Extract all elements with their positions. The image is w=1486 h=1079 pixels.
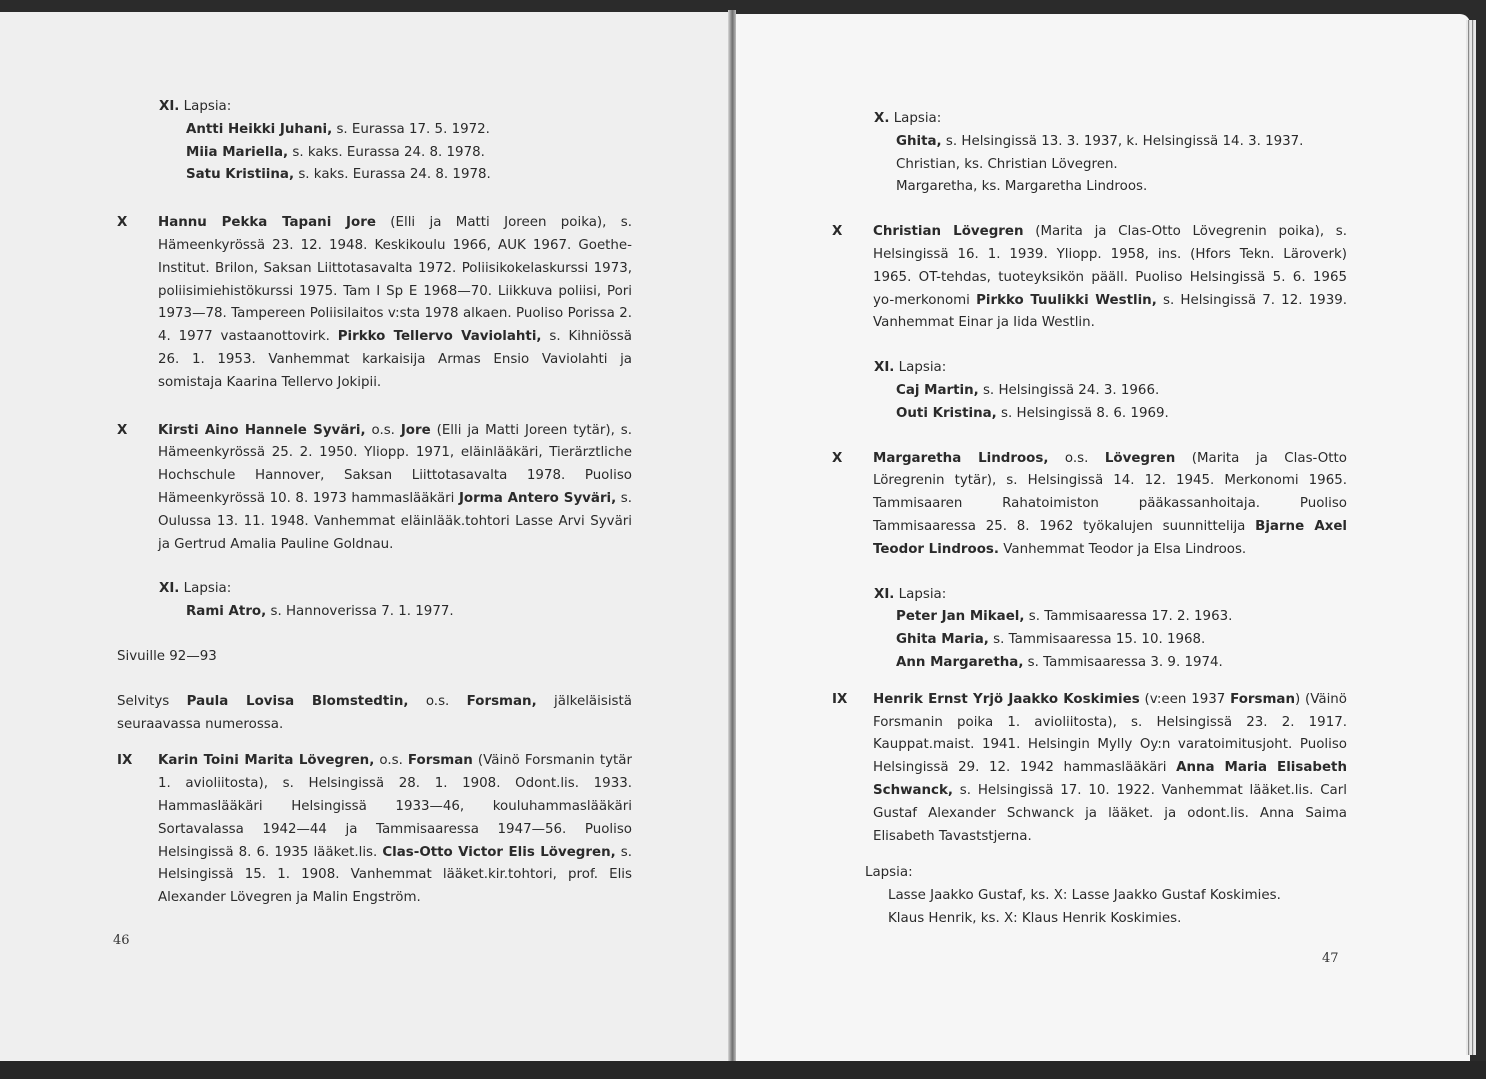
- spouse-name: Clas-Otto Victor Elis Lövegren,: [382, 844, 616, 860]
- generation-label: X: [117, 215, 128, 231]
- child-item: Ghita, s. Helsingissä 13. 3. 1937, k. Helsingissä 14. 3. 1937.: [896, 133, 1304, 149]
- generation-label: XI.: [159, 581, 180, 597]
- generation-label: XI.: [159, 99, 180, 114]
- page-number: 47: [1322, 951, 1339, 966]
- person-name: Paula Lovisa Blomstedtin,: [186, 693, 409, 709]
- genealogy-entry: X Kirsti Aino Hannele Syväri, o.s. Jore (Elli ja Matti Joreen tytär), s. Hämeenkyrössä 25. 2. 1950. Yliopp. 1971, eläinlääkäri, Tierärztliche Hochschule Hannover, Saksan Liittotasavalta 1978. Puoliso Hämeenkyrössä 10. 8. 1973 hammaslääkäri Jorma Antero Syväri, s. Oulussa 13. 11. 1948. Vanhemmat eläinlääk.tohtori Lasse Arvi Syväri ja Gertrud Amalia Pauline Goldnau.: [117, 420, 632, 557]
- child-item: Christian, ks. Christian Lövegren.: [896, 156, 1118, 172]
- child-item: Margaretha, ks. Margaretha Lindroos.: [896, 179, 1148, 195]
- person-name: Margaretha Lindroos,: [873, 450, 1049, 466]
- children-list: [832, 357, 1347, 425]
- left-page-text: [117, 96, 632, 910]
- children-label: Lapsia:: [183, 581, 232, 597]
- generation-label: X: [832, 224, 843, 240]
- genealogy-entry: X Hannu Pekka Tapani Jore (Elli ja Matti Joreen poika), s. Hämeenkyrössä 23. 12. 1948. Keskikoulu 1966, AUK 1967. Goethe-Institut. Brilon, Saksan Liittotasavalta 1972. Poliisikokelaskurssi 1973, poliisimiehistökurssi 1975. Tam I Sp E 1968—70. Liikkuva poliisi, Pori 1973—78. Tampereen Poliisilaitos v:sta 1978 alkaen. Puoliso Porissa 2. 4. 1977 vastaanottovirk. Pirkko Tellervo Vaviolahti, s. Kihniössä 26. 1. 1953. Vanhemmat karkaisija Armas Ensio Vaviolahti ja somistaja Kaarina Tellervo Jokipii.: [117, 212, 632, 394]
- child-item: Outi Kristina, s. Helsingissä 8. 6. 1969.: [896, 405, 1169, 421]
- children-label: Lapsia:: [898, 360, 947, 376]
- maiden-name: Jore: [400, 422, 431, 438]
- genealogy-entry: X Christian Lövegren (Marita ja Clas-Otto Lövegrenin poika), s. Helsingissä 16. 1. 1939. Yliopp. 1958, ins. (Hfors Tekn. Läroverk) 1965. OT-tehdas, tuoteyksikön pääll. Puoliso Helsingissä 5. 6. 1965 yo-merkonomi Pirkko Tuulikki Westlin, s. Helsingissä 7. 12. 1939. Vanhemmat Einar ja Iida Westlin.: [832, 221, 1347, 335]
- children-label: Lapsia:: [865, 865, 913, 881]
- spouse-name: Pirkko Tuulikki Westlin,: [976, 292, 1157, 308]
- child-item: Miia Mariella, s. kaks. Eurassa 24. 8. 1978.: [186, 144, 485, 160]
- genealogy-entry: X Margaretha Lindroos, o.s. Lövegren (Marita ja Clas-Otto Löregrenin tytär), s. Helsingissä 14. 12. 1945. Merkonomi 1965. Tammisaaren Rahatoimiston pääkassanhoitaja. Puoliso Tammisaaressa 25. 8. 1962 työkalujen suunnittelija Bjarne Axel Teodor Lindroos. Vanhemmat Teodor ja Elsa Lindroos.: [832, 448, 1347, 562]
- child-item: Caj Martin, s. Helsingissä 24. 3. 1966.: [896, 382, 1160, 398]
- page-number: 46: [113, 933, 130, 948]
- generation-label: XI.: [874, 360, 895, 376]
- maiden-name: Forsman: [407, 753, 473, 769]
- generation-label: X: [832, 450, 843, 466]
- generation-label: IX: [832, 691, 848, 707]
- generation-label: X.: [874, 111, 890, 126]
- generation-label: IX: [117, 753, 133, 769]
- generation-label: XI.: [874, 586, 895, 602]
- child-item: Lasse Jaakko Gustaf, ks. X: Lasse Jaakko Gustaf Koskimies.: [888, 888, 1281, 904]
- spouse-name: Bjarne Axel Teodor Lindroos.: [873, 518, 1348, 557]
- child-item: Klaus Henrik, ks. X: Klaus Henrik Koskimies.: [888, 910, 1182, 926]
- genealogy-entry: IX Karin Toini Marita Lövegren, o.s. Forsman (Väinö Forsmanin tytär 1. avioliitosta), s. Helsingissä 28. 1. 1908. Odont.lis. 1933. Hammaslääkäri Helsingissä 1933—46, kouluhammaslääkäri Sortavalassa 1942—44 ja Tammisaaressa 1947—56. Puoliso Helsingissä 8. 6. 1935 lääket.lis. Clas-Otto Victor Elis Lövegren, s. Helsingissä 15. 1. 1908. Vanhemmat lääket.kir.tohtori, prof. Elis Alexander Lövegren ja Malin Engström.: [117, 750, 632, 910]
- person-name: Karin Toini Marita Lövegren,: [158, 753, 375, 769]
- book-gutter: [728, 10, 736, 1062]
- child-item: Antti Heikki Juhani, s. Eurassa 17. 5. 1972.: [186, 121, 490, 137]
- maiden-name: Forsman: [1230, 691, 1295, 707]
- right-page-text: [832, 108, 1347, 931]
- genealogy-entry: IX Henrik Ernst Yrjö Jaakko Koskimies (v:een 1937 Forsman) (Väinö Forsmanin poika 1. avioliitosta), s. Helsingissä 23. 2. 1917. Kauppat.maist. 1941. Helsingin Mylly Oy:n varatoimitusjoht. Puoliso Helsingissä 29. 12. 1942 hammaslääkäri Anna Maria Elisabeth Schwanck, s. Helsingissä 17. 10. 1922. Vanhemmat lääket.lis. Carl Gustaf Alexander Schwanck ja lääket. ja odont.lis. Anna Saima Elisabeth Tavaststjerna.: [832, 689, 1347, 849]
- children-label: Lapsia:: [183, 99, 232, 114]
- maiden-name: Forsman,: [466, 693, 537, 709]
- generation-label: X: [117, 422, 128, 438]
- person-name: Hannu Pekka Tapani Jore: [158, 215, 376, 231]
- section-heading: Sivuille 92—93: [117, 648, 217, 664]
- spouse-name: Pirkko Tellervo Vaviolahti,: [337, 329, 542, 345]
- children-list: [832, 862, 1347, 930]
- person-name: Christian Lövegren: [873, 224, 1024, 240]
- page-edges: [1466, 20, 1476, 1055]
- children-label: Lapsia:: [893, 111, 942, 126]
- spouse-name: Jorma Antero Syväri,: [458, 490, 617, 506]
- child-item: Rami Atro, s. Hannoverissa 7. 1. 1977.: [186, 604, 454, 620]
- person-name: Kirsti Aino Hannele Syväri,: [158, 422, 366, 438]
- children-label: Lapsia:: [898, 586, 947, 602]
- child-item: Peter Jan Mikael, s. Tammisaaressa 17. 2. 1963.: [896, 609, 1233, 625]
- children-list: [832, 584, 1347, 675]
- child-item: Ghita Maria, s. Tammisaaressa 15. 10. 1968.: [896, 632, 1206, 648]
- child-item: Satu Kristiina, s. kaks. Eurassa 24. 8. 1978.: [186, 167, 491, 183]
- child-item: Ann Margaretha, s. Tammisaaressa 3. 9. 1974.: [896, 654, 1223, 670]
- maiden-name: Lövegren: [1104, 450, 1176, 466]
- spouse-name: Anna Maria Elisabeth Schwanck,: [873, 760, 1347, 798]
- children-list: [832, 108, 1347, 199]
- children-list: [117, 578, 632, 624]
- note-paragraph: Selvitys Paula Lovisa Blomstedtin, o.s. Forsman, jälkeläisistä seuraavassa numerossa.: [117, 693, 632, 732]
- children-list: [117, 96, 632, 187]
- background-surface: [0, 1061, 1486, 1079]
- person-name: Henrik Ernst Yrjö Jaakko Koskimies: [873, 691, 1140, 707]
